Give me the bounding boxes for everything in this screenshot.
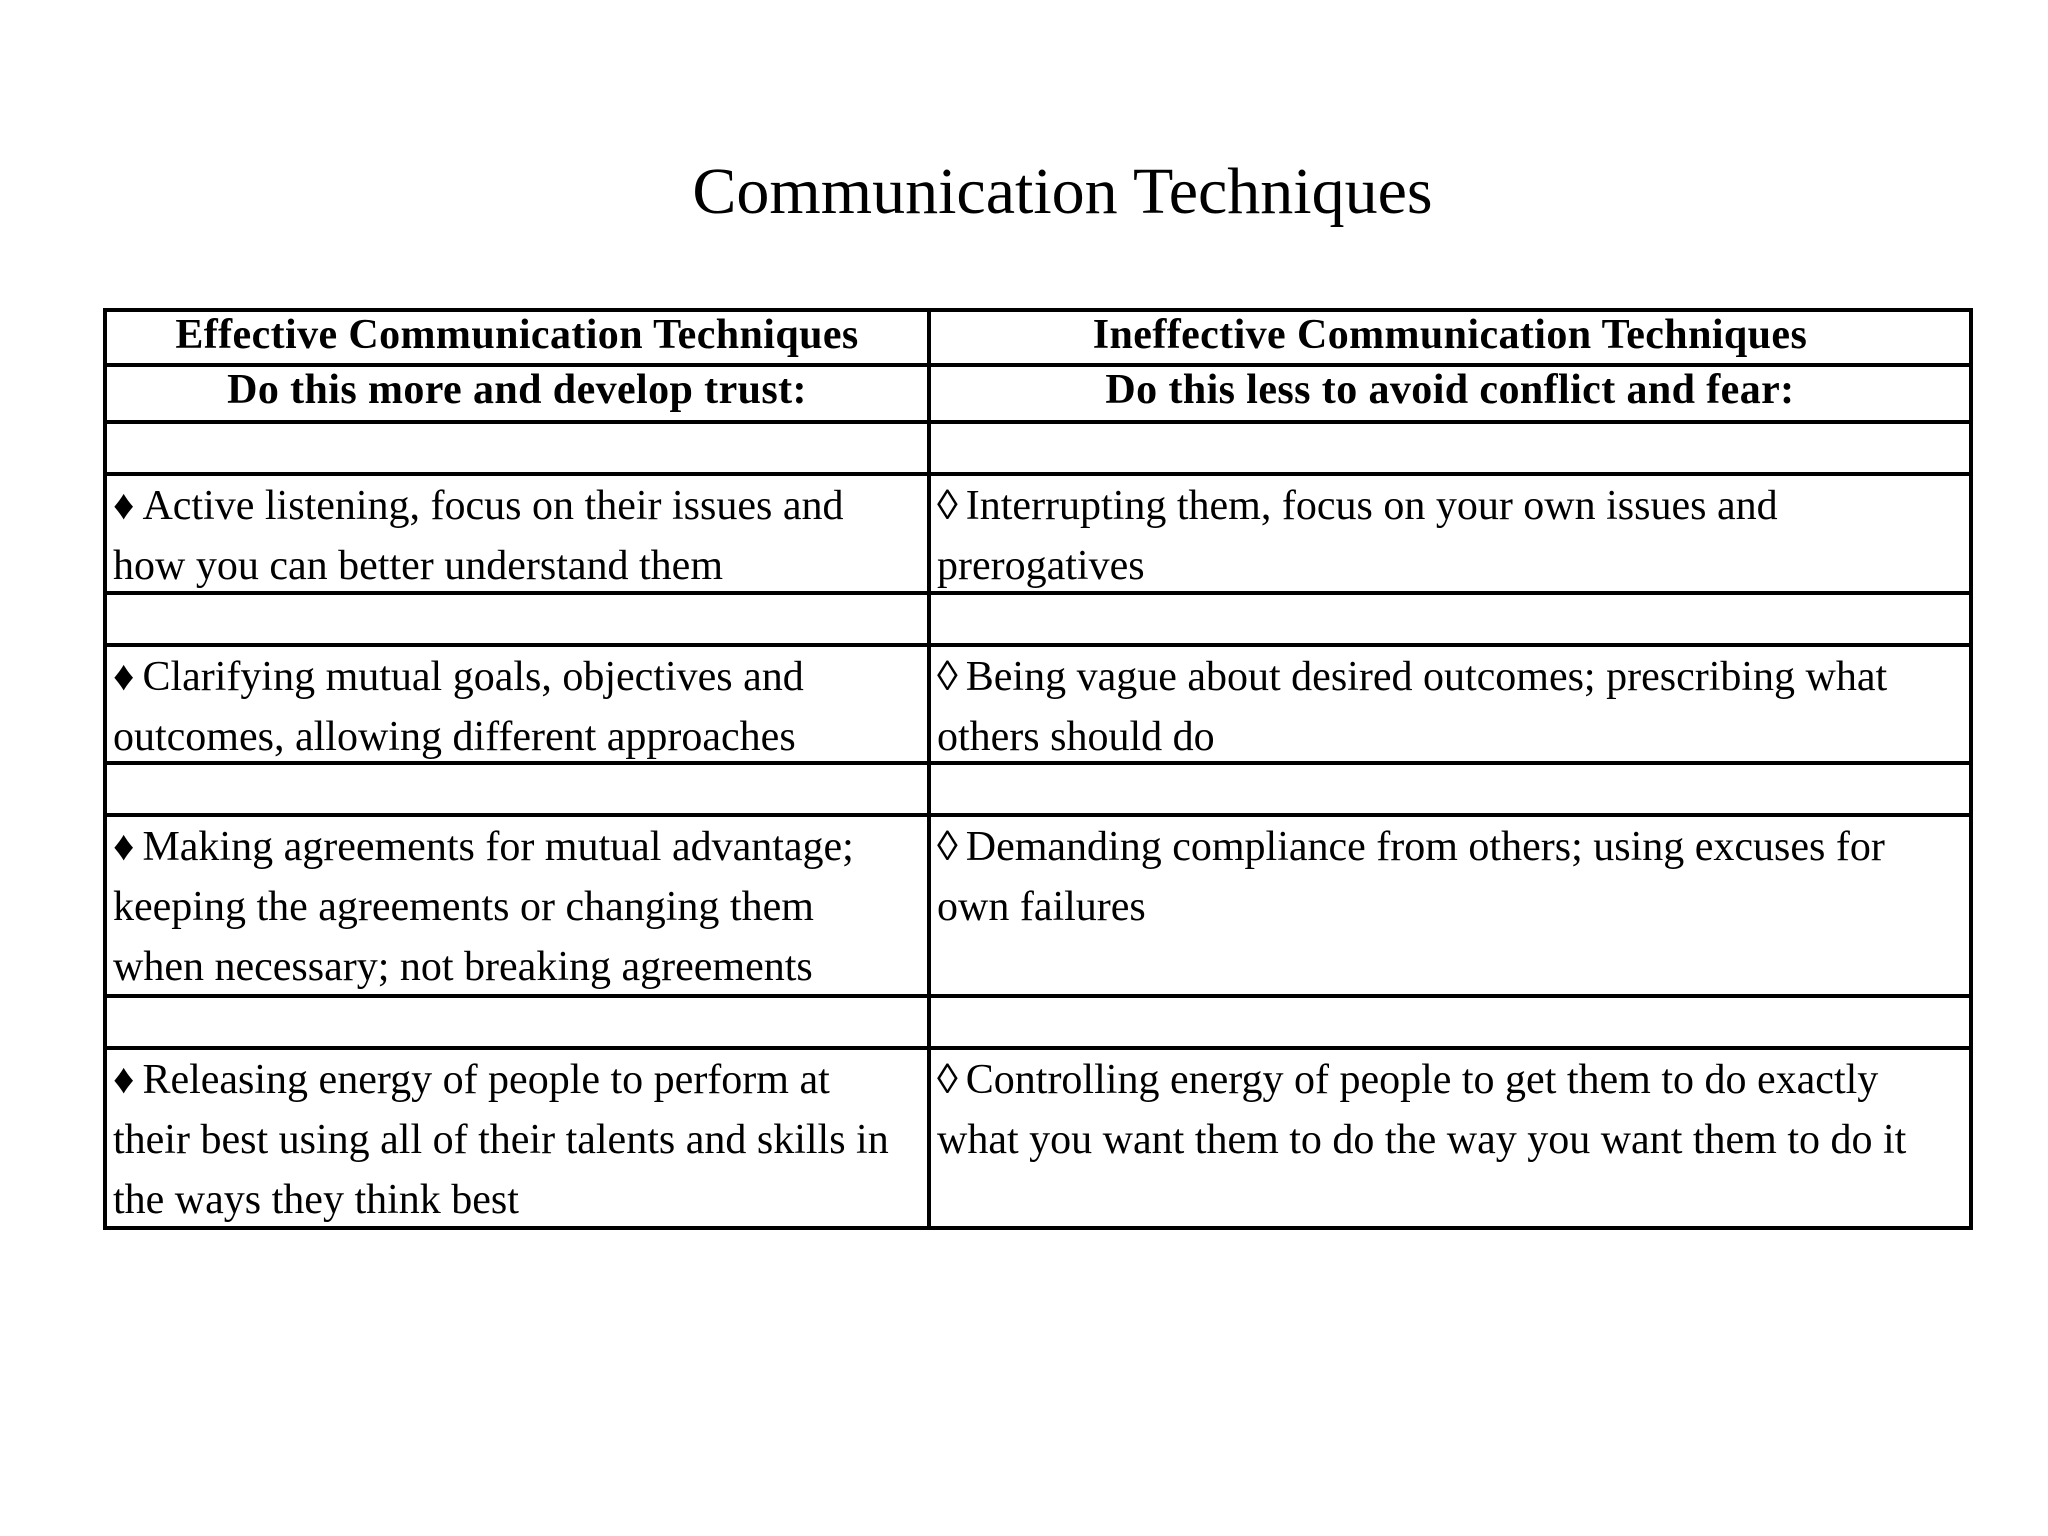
ineffective-item-4: ◊ Controlling energy of people to get them to do exactly what you want them to do the way you want them to do it — [937, 1057, 1907, 1163]
solid-diamond-icon: ♦ — [113, 654, 135, 700]
solid-diamond-icon: ♦ — [113, 824, 135, 870]
spacer-cell — [931, 998, 1969, 1050]
ineffective-subheader: Do this less to avoid conflict and fear: — [931, 367, 1969, 424]
ineffective-header: Ineffective Communication Techniques — [931, 312, 1969, 367]
techniques-table — [103, 308, 1973, 1230]
effective-header: Effective Communication Techniques — [107, 312, 931, 367]
solid-diamond-icon: ♦ — [113, 1057, 135, 1103]
spacer-cell — [107, 595, 931, 647]
ineffective-item-3: ◊ Demanding compliance from others; using excuses for own failures — [931, 817, 1969, 998]
ineffective-item-1: ◊ Interrupting them, focus on your own issues and prerogatives — [931, 476, 1969, 595]
effective-item-3: ♦ Making agreements for mutual advantage; keeping the agreements or changing them when necessary; not breaking agreements — [107, 817, 931, 998]
hollow-diamond-icon: ◊ — [937, 824, 958, 870]
spacer-cell — [107, 424, 931, 476]
spacer-cell — [107, 998, 931, 1050]
spacer-cell — [107, 765, 931, 817]
spacer-cell — [931, 424, 1969, 476]
page-title: Communication Techniques — [692, 155, 1433, 228]
ineffective-item-2: ◊ Being vague about desired outcomes; prescribing what others should do — [931, 647, 1969, 765]
effective-item-1: ♦ Active listening, focus on their issues and how you can better understand them — [107, 476, 931, 595]
solid-diamond-icon: ♦ — [113, 483, 135, 529]
hollow-diamond-icon: ◊ — [937, 483, 958, 529]
effective-item-4: ♦ Releasing energy of people to perform at their best using all of their talents and skills in the ways they think best — [107, 1050, 931, 1226]
hollow-diamond-icon: ◊ — [937, 654, 958, 700]
spacer-cell — [931, 595, 1969, 647]
hollow-diamond-icon: ◊ — [937, 1057, 958, 1103]
effective-subheader: Do this more and develop trust: — [107, 367, 931, 424]
effective-item-2: ♦ Clarifying mutual goals, objectives and outcomes, allowing different approaches — [107, 647, 931, 765]
spacer-cell — [931, 765, 1969, 817]
